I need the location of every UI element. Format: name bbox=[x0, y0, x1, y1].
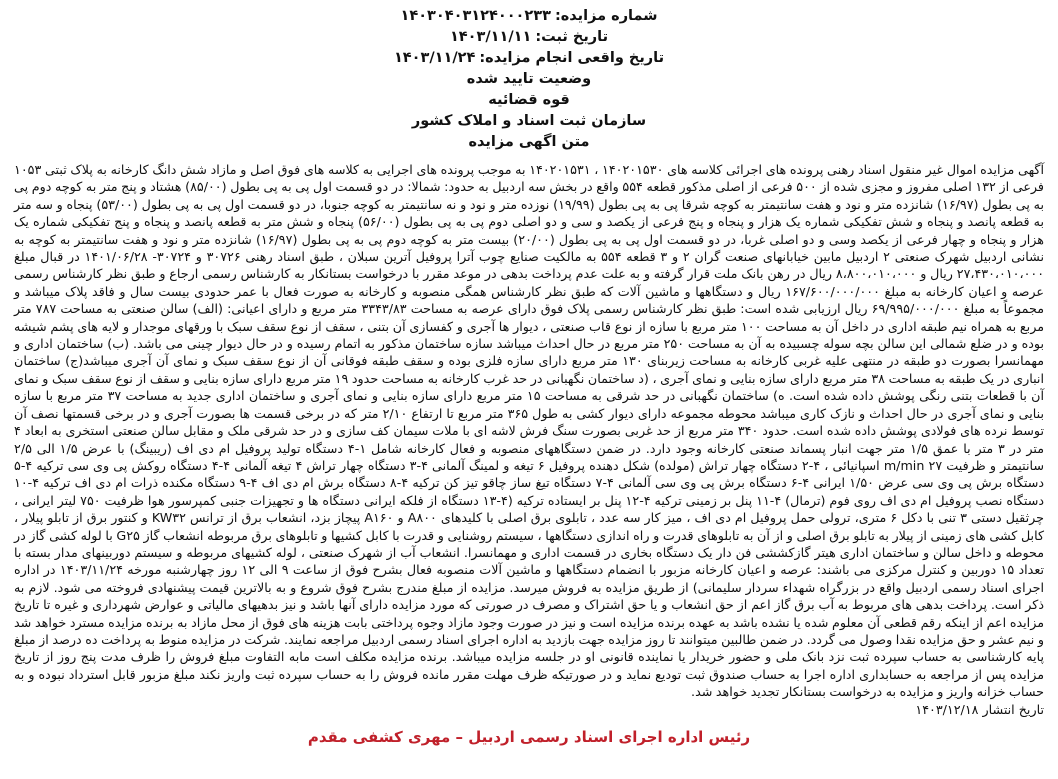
branch-text: قوه قضائیه bbox=[488, 92, 570, 108]
registration-date-label: تاریخ ثبت: bbox=[535, 29, 609, 45]
publish-date-label: تاریخ انتشار bbox=[982, 701, 1044, 717]
actual-date-line bbox=[14, 48, 1044, 69]
status-text: وضعیت تایید شده bbox=[466, 71, 592, 87]
document-title: متن اگهی مزایده bbox=[468, 134, 590, 150]
registration-date-line bbox=[14, 27, 1044, 48]
notice-body: آگهی مزایده اموال غیر منقول اسناد رهنی پرونده های اجرائی کلاسه های ۱۴۰۲۰۱۵۳۰ ، ۱۴۰۲۰۱۵۳۱ به موجب پرونده های اجرایی به کلاسه های فوق اصل و مازاد شش دانگ کارخانه به پلاک ثبتی ۱۰۵۳ فرعی از ۱۳۲ اصلی مفروز و مجزی شده از ۵۰۰ فرعی از اصلی مذکور قطعه ۵۵۴ واقع در بخش سه اردبیل به حدود: شمالا: در دو قسمت اول پی به پی بطول (۸۵/۰۰) هشتاد و پنج متر به کوچه دوم پی به پی بطول (۱۶/۹۷) شانزده متر و نود و هفت سانتیمتر به کوچه شرقا پی به پی بطول (۱۹/۹۹) نوزده متر و نود و نه سانتیمتر به کوچه جنوبا، در دو قسمت اول پی به پی بطول (۵۳/۰۰) پنجاه و سه متر به قطعه پانصد و پنجاه و شش تفکیکی شماره یک هزار و پنجاه و پنج فرعی از یکصد و سی و دو اصلی دوم پی به پی بطول (۵۶/۰۰) پنجاه و شش متر به قطعه پانصد و پنجاه و پنج تفکیکی شماره یک هزار و پنجاه و چهار فرعی از یکصد وسی و دو اصلی غربا، در دو قسمت اول پی به پی بطول (۲۰/۰۰) بیست متر به کوچه دوم پی به پی بطول (۱۶/۹۷) شانزده متر و نود و هفت سانتیمتر به کوچه به نشانی اردبیل شهرک صنعتی ۲ اردبیل مابین خیابانهای صنعت گران ۲ و ۳ قطعه ۵۵۴ به مالکیت صنایع چوب آترا پروفیل آترین سبلان ، طبق اسناد رهنی ۳۰۷۲۶ و ۳۰۷۲۴- ۱۴۰۱/۰۶/۲۸ در قبال مبلغ ۲۷،۴۳۰،۰۱۰،۰۰۰ ریال و ۸،۸۰۰،۰۱۰،۰۰۰ ریال در رهن بانک ملت قرار گرفته و به علت عدم پرداخت بدهی در موعد مقرر با درخواست بستانکار به کارشناس رسمی ارجاع و طبق نظر کارشناس رسمی عرصه و اعیان کارخانه به مبلغ ۱۶۷/۶۰۰/۰۰۰/۰۰۰ ریال و دستگاهها و ماشین آلات که طبق نظر کارشناس همگی منصوبه و کارخانه به صورت فعال با عمر حدودی بیست سال و فاقد پلاک میباشد و مجموعاً به مبلغ ۶۹/۹۹۵/۰۰۰/۰۰۰ ریال ارزیابی شده است: طبق نظر کارشناس رسمی پلاک فوق دارای عرصه به مساحت ۳۳۴۳/۸۳ متر مربع و دارای اعیانی: (الف) سالن صنعتی به مساحت ۷۸۷ متر مربع به همراه نیم طبقه اداری در داخل آن به مساحت ۱۰۰ متر مربع با سازه از نوع قاب صنعتی ، دیوار ها آجری و کفسازی آن بتنی ، سقف از نوع سقف سبک با ورقهای موجدار و لایه های پشم شیشه بوده و در ضلع شمالی این سالن بچه سوله چسبیده به آن به مساحت ۲۵۰ متر مربع در حال احداث میباشد سازه ساختمان مذکور به اتمام رسیده و در حال دیوار چینی می باشد. (ب) ساختمان اداری و مهمانسرا بصورت دو طبقه در منتهی علیه غربی کارخانه به مساحت زیربنای ۱۳۰ متر مربع دارای سازه فلزی بوده و سقف طبقه فوقانی آن از نوع سقف سبک و نمای آن آجری میباشد(ج) ساختمان انباری در یک طبقه به مساحت ۳۸ متر مربع دارای سازه بنایی و نمای آجری ، (د ساختمان نگهبانی در حد غرب کارخانه به مساحت حدود ۱۹ متر مربع دارای سازه بنایی و سقف از نوع سقف سبک و نمای آن با قطعات بتنی رنگی پوشش داده شده است. ه) ساختمان نگهبانی در حد شرقی به مساحت ۱۵ متر مربع دارای سازه بنایی و نمای آجری و ساختمان اداری جدید به مساحت ۳۷ متر مربع با سازه بنایی و نمای آجری در حال احداث و نازک کاری میباشد محوطه مجموعه دارای دیوار کشی به طول ۳۶۵ متر مربع تا ارتفاع ۲/۱۰ متر که در برخی قسمت ها بصورت آجری و در برخی قسمتها نصف آن توسط نرده های فولادی پوشش داده شده است. حدود ۳۴۰ متر مربع از حد غربی بصورت سنگ فرش لاشه ای با ملات سیمان کف سازی و در حد شرقی ملک و مقابل سالن صنعتی استخری به ابعاد ۴ متر در ۳ متر با عمق ۱/۵ متر جهت انبار پسماند صنعتی کارخانه وجود دارد. در ضمن دستگاههای منصوبه و فعال کارخانه شامل ۱-۴ دستگاه تولید پروفیل ام دی اف (ریبینگ) با عرض ۱/۵ الی ۲/۵ سانتیمتر و ظرفیت ۲۷ m/min اسپانیائی ، ۴-۲ دستگاه چهار تراش (مولده) شکل دهنده پروفیل ۶ تیغه و لمینگ آلمانی ۴-۳ دستگاه چهار تراش ۴ تیغه آلمانی ۴-۴ دستگاه روکش پی وی سی ترکیه ۴-۵ دستگاه برش پی وی سی عرض ۱/۵۰ ایرانی ۴-۶ دستگاه برش پی وی سی آلمانی ۴-۷ دستگاه تیغ ساز چاقو تیز کن ترکیه ۴-۸ دستگاه برش ام دی اف ۴-۹ دستگاه مکنده ذرات ام دی اف ترکیه ۴-۱۰ دستگاه نصب پروفیل ام دی اف روی فوم (ترمال) ۴-۱۱ پنل بر زمینی ترکیه ۴-۱۲ پنل بر ایستاده ترکیه (۴-۱۳ دستگاه از فلکه ایرانی دستگاه ها و تجهیزات جنبی کمپرسور هوا ظرفیت ۷۵۰ لیتر ایرانی ، چرثقیل دستی ۳ تنی با دکل ۶ متری، ترولی حمل پروفیل ام دی اف ، میز کار سه عدد ، تابلوی برق اصلی با کلیدهای A۸۰۰ و A۱۶۰ پیچاز بزد، انشعاب برق از ترانس KW۳۲ و کنتور برق از تابلو پیلار ، کابل کشی های زمینی از پیلار به تابلو برق اصلی و از آن به تابلوهای قدرت و راه اندازی دستگاهها ، سیستم روشنایی و قدرت با کابل کشیها و تابلوهای برق مربوطه انشعاب گاز G۲۵ با لوله کشی گاز در محوطه و داخل سالن و ساختمان اداری هیتر گازکششی فن دار یک دستگاه بخاری در قسمت اداری و مهمانسرا. انشعاب آب از شهرک صنعتی ، لوله کشیهای مربوطه و سیستم دوربینهای مدار بسته با تعداد ۱۵ دوربین و کنترل مرکزی می باشند: عرصه و اعیان کارخانه مزبور با انضمام دستگاهها و ماشین آلات منصوبه فعال بشرح فوق از ساعت ۹ الی ۱۲ روز چهارشنبه مورخه ۱۴۰۳/۱۱/۲۴ در اداره اجرای اسناد رسمی اردبیل واقع در بزرگراه شهداء سردار سلیمانی) از طریق مزایده به فروش میرسد. مزایده از مبلغ مندرج بشرح فوق شروع و به بالاترین قیمت پیشنهادی فروخته می شود. لازم به ذکر است. پرداخت بدهی های مربوط به آب برق گاز اعم از حق انشعاب و یا حق اشتراک و مصرف در صورتی که مورد مزایده دارای آنها باشد و نیز بدهیهای مالیاتی و عوارض شهرداری و غیره تا تاریخ مزایده اعم از اینکه رقم قطعی آن معلوم شده یا نشده باشد به عهده برنده مزایده است و نیز در صورت وجود مازاد وجوه پرداختی بابت هزینه های فوق از محل مازاد به برنده مزایده مسترد خواهد شد و نیم عشر و حق مزایده نقدا وصول می گردد. در ضمن طالبین میتوانند تا روز مزایده جهت بازدید به اداره اجرای اسناد رسمی اردبیل مراجعه نمایند. شرکت در مزایده منوط به پرداخت ده درصد از مبلغ پایه کارشناسی به حساب سپرده ثبت نزد بانک ملی و حضور خریدار یا نماینده قانونی او در جلسه مزایده میباشد. برنده مزایده مکلف است مابه التفاوت مبلغ فروش را ظرف مدت پنج روز از تاریخ مزایده پس از مراجعه به حسابداری اداره اجرا به حساب صندوق ثبت تودیع نماید و در صورتیکه ظرف مهلت مقرر مانده فروش را به حساب سپرده ثبت واریز نکند مبلغ مزبور قابل استرداد نبوده و به حساب خزانه واریز و مزایده به درخواست بستانکار تجدید خواهد شد. bbox=[14, 162, 1045, 700]
notice-header bbox=[14, 6, 1044, 153]
publish-date-line bbox=[14, 701, 1044, 718]
auction-number: ۱۴۰۳۰۴۰۳۱۲۴۰۰۰۲۳۳ bbox=[400, 8, 551, 24]
organization-text: سازمان ثبت اسناد و املاک کشور bbox=[411, 113, 647, 129]
registration-date: ۱۴۰۳/۱۱/۱۱ bbox=[449, 29, 532, 45]
auction-number-label: شماره مزایده: bbox=[554, 8, 658, 24]
signature: رئیس اداره اجرای اسناد رسمی اردبیل – مهری کشفی مقدم bbox=[307, 727, 751, 746]
actual-date-label: تاریخ واقعی انجام مزایده: bbox=[479, 50, 665, 66]
auction-number-line bbox=[14, 6, 1044, 27]
publish-date: ۱۴۰۳/۱۲/۱۸ bbox=[915, 701, 979, 717]
actual-date: ۱۴۰۳/۱۱/۲۴ bbox=[393, 50, 476, 66]
